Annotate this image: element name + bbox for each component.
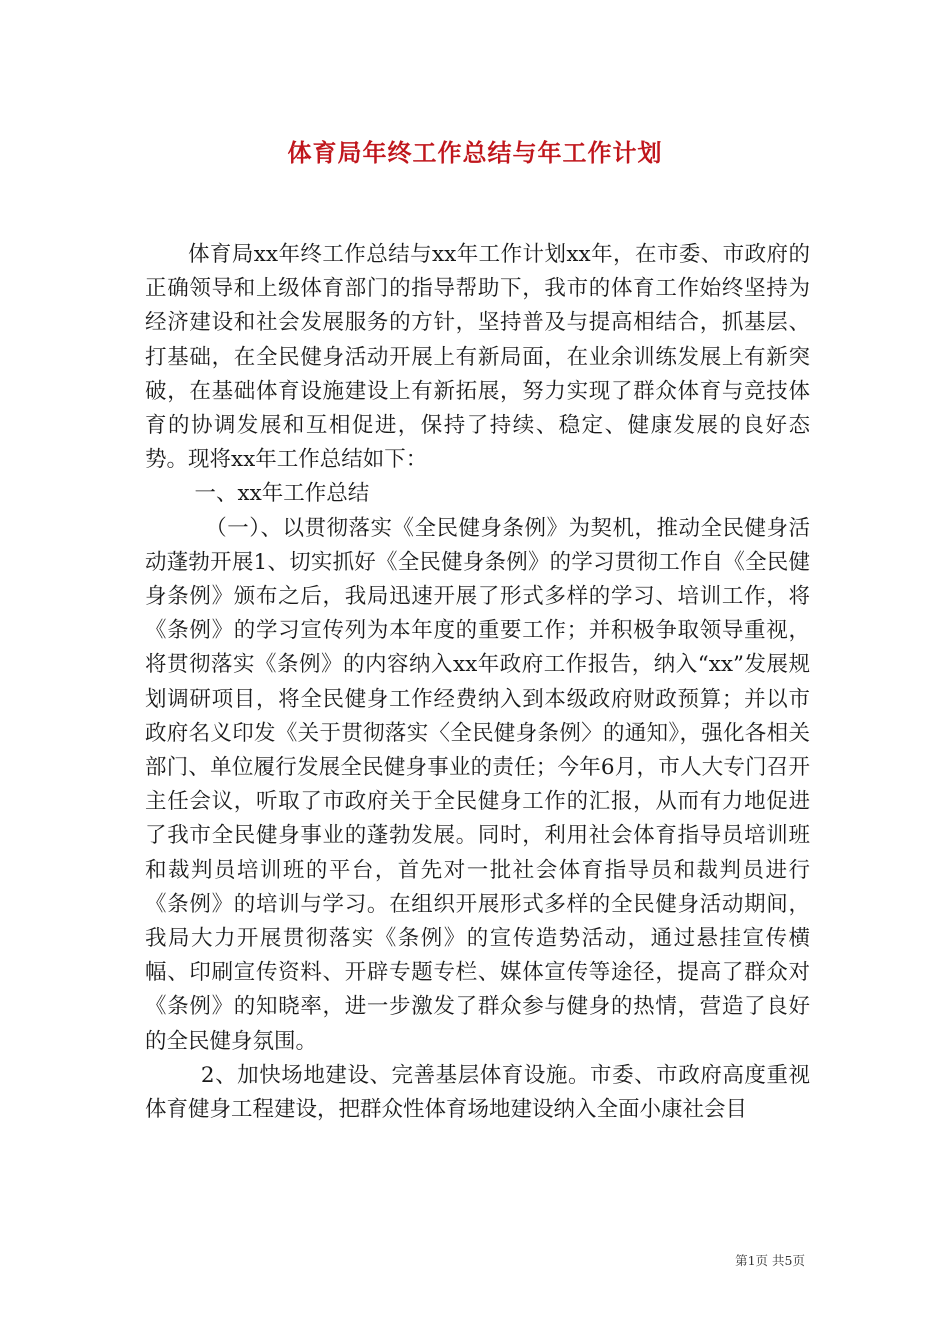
footer-middle: 页 共	[755, 1253, 785, 1268]
footer-suffix: 页	[792, 1253, 805, 1268]
intro-paragraph: 体育局xx年终工作总结与xx年工作计划xx年，在市委、市政府的正确领导和上级体育部门的指导帮助下，我市的体育工作始终坚持为经济建设和社会发展服务的方针，坚持普及与提高相结合，抓基层、打基础，在全民健身活动开展上有新局面，在业余训练发展上有新突破，在基础体育设施建设上有新拓展，努力实现了群众体育与竞技体育的协调发展和互相促进，保持了持续、稳定、健康发展的良好态势。现将xx年工作总结如下：	[145, 242, 810, 473]
document-title: 体育局年终工作总结与年工作计划	[287, 138, 663, 167]
footer-total-pages: 5	[784, 1253, 793, 1268]
subsection-paragraph-2: 2、加快场地建设、完善基层体育设施。市委、市政府高度重视体育健身工程建设，把群众性体育场地建设纳入全面小康社会目	[145, 1062, 810, 1123]
footer-current-page: 1	[747, 1253, 756, 1268]
document-body	[145, 238, 810, 1127]
footer-prefix: 第	[735, 1253, 748, 1268]
subsection-paragraph-1: （一）、以贯彻落实《全民健身条例》为契机，推动全民健身活动蓬勃开展1、切实抓好《全民健身条例》的学习贯彻工作自《全民健身条例》颁布之后，我局迅速开展了形式多样的学习、培训工作，将《条例》的学习宣传列为本年度的重要工作；并积极争取领导重视，将贯彻落实《条例》的内容纳入xx年政府工作报告，纳入“xx”发展规划调研项目，将全民健身工作经费纳入到本级政府财政预算；并以市政府名义印发《关于贯彻落实〈全民健身条例〉的通知》，强化各相关部门、单位履行发展全民健身事业的责任；今年6月，市人大专门召开主任会议，听取了市政府关于全民健身工作的汇报，从而有力地促进了我市全民健身事业的蓬勃发展。同时，利用社会体育指导员培训班和裁判员培训班的平台，首先对一批社会体育指导员和裁判员进行《条例》的培训与学习。在组织开展形式多样的全民健身活动期间，我局大力开展贯彻落实《条例》的宣传造势活动，通过悬挂宣传横幅、印刷宣传资料、开辟专题专栏、媒体宣传等途径，提高了群众对《条例》的知晓率，进一步激发了群众参与健身的热情，营造了良好的全民健身氛围。	[145, 515, 810, 1054]
page-footer	[735, 1251, 805, 1269]
section-heading-1: 一、xx年工作总结	[194, 481, 370, 507]
